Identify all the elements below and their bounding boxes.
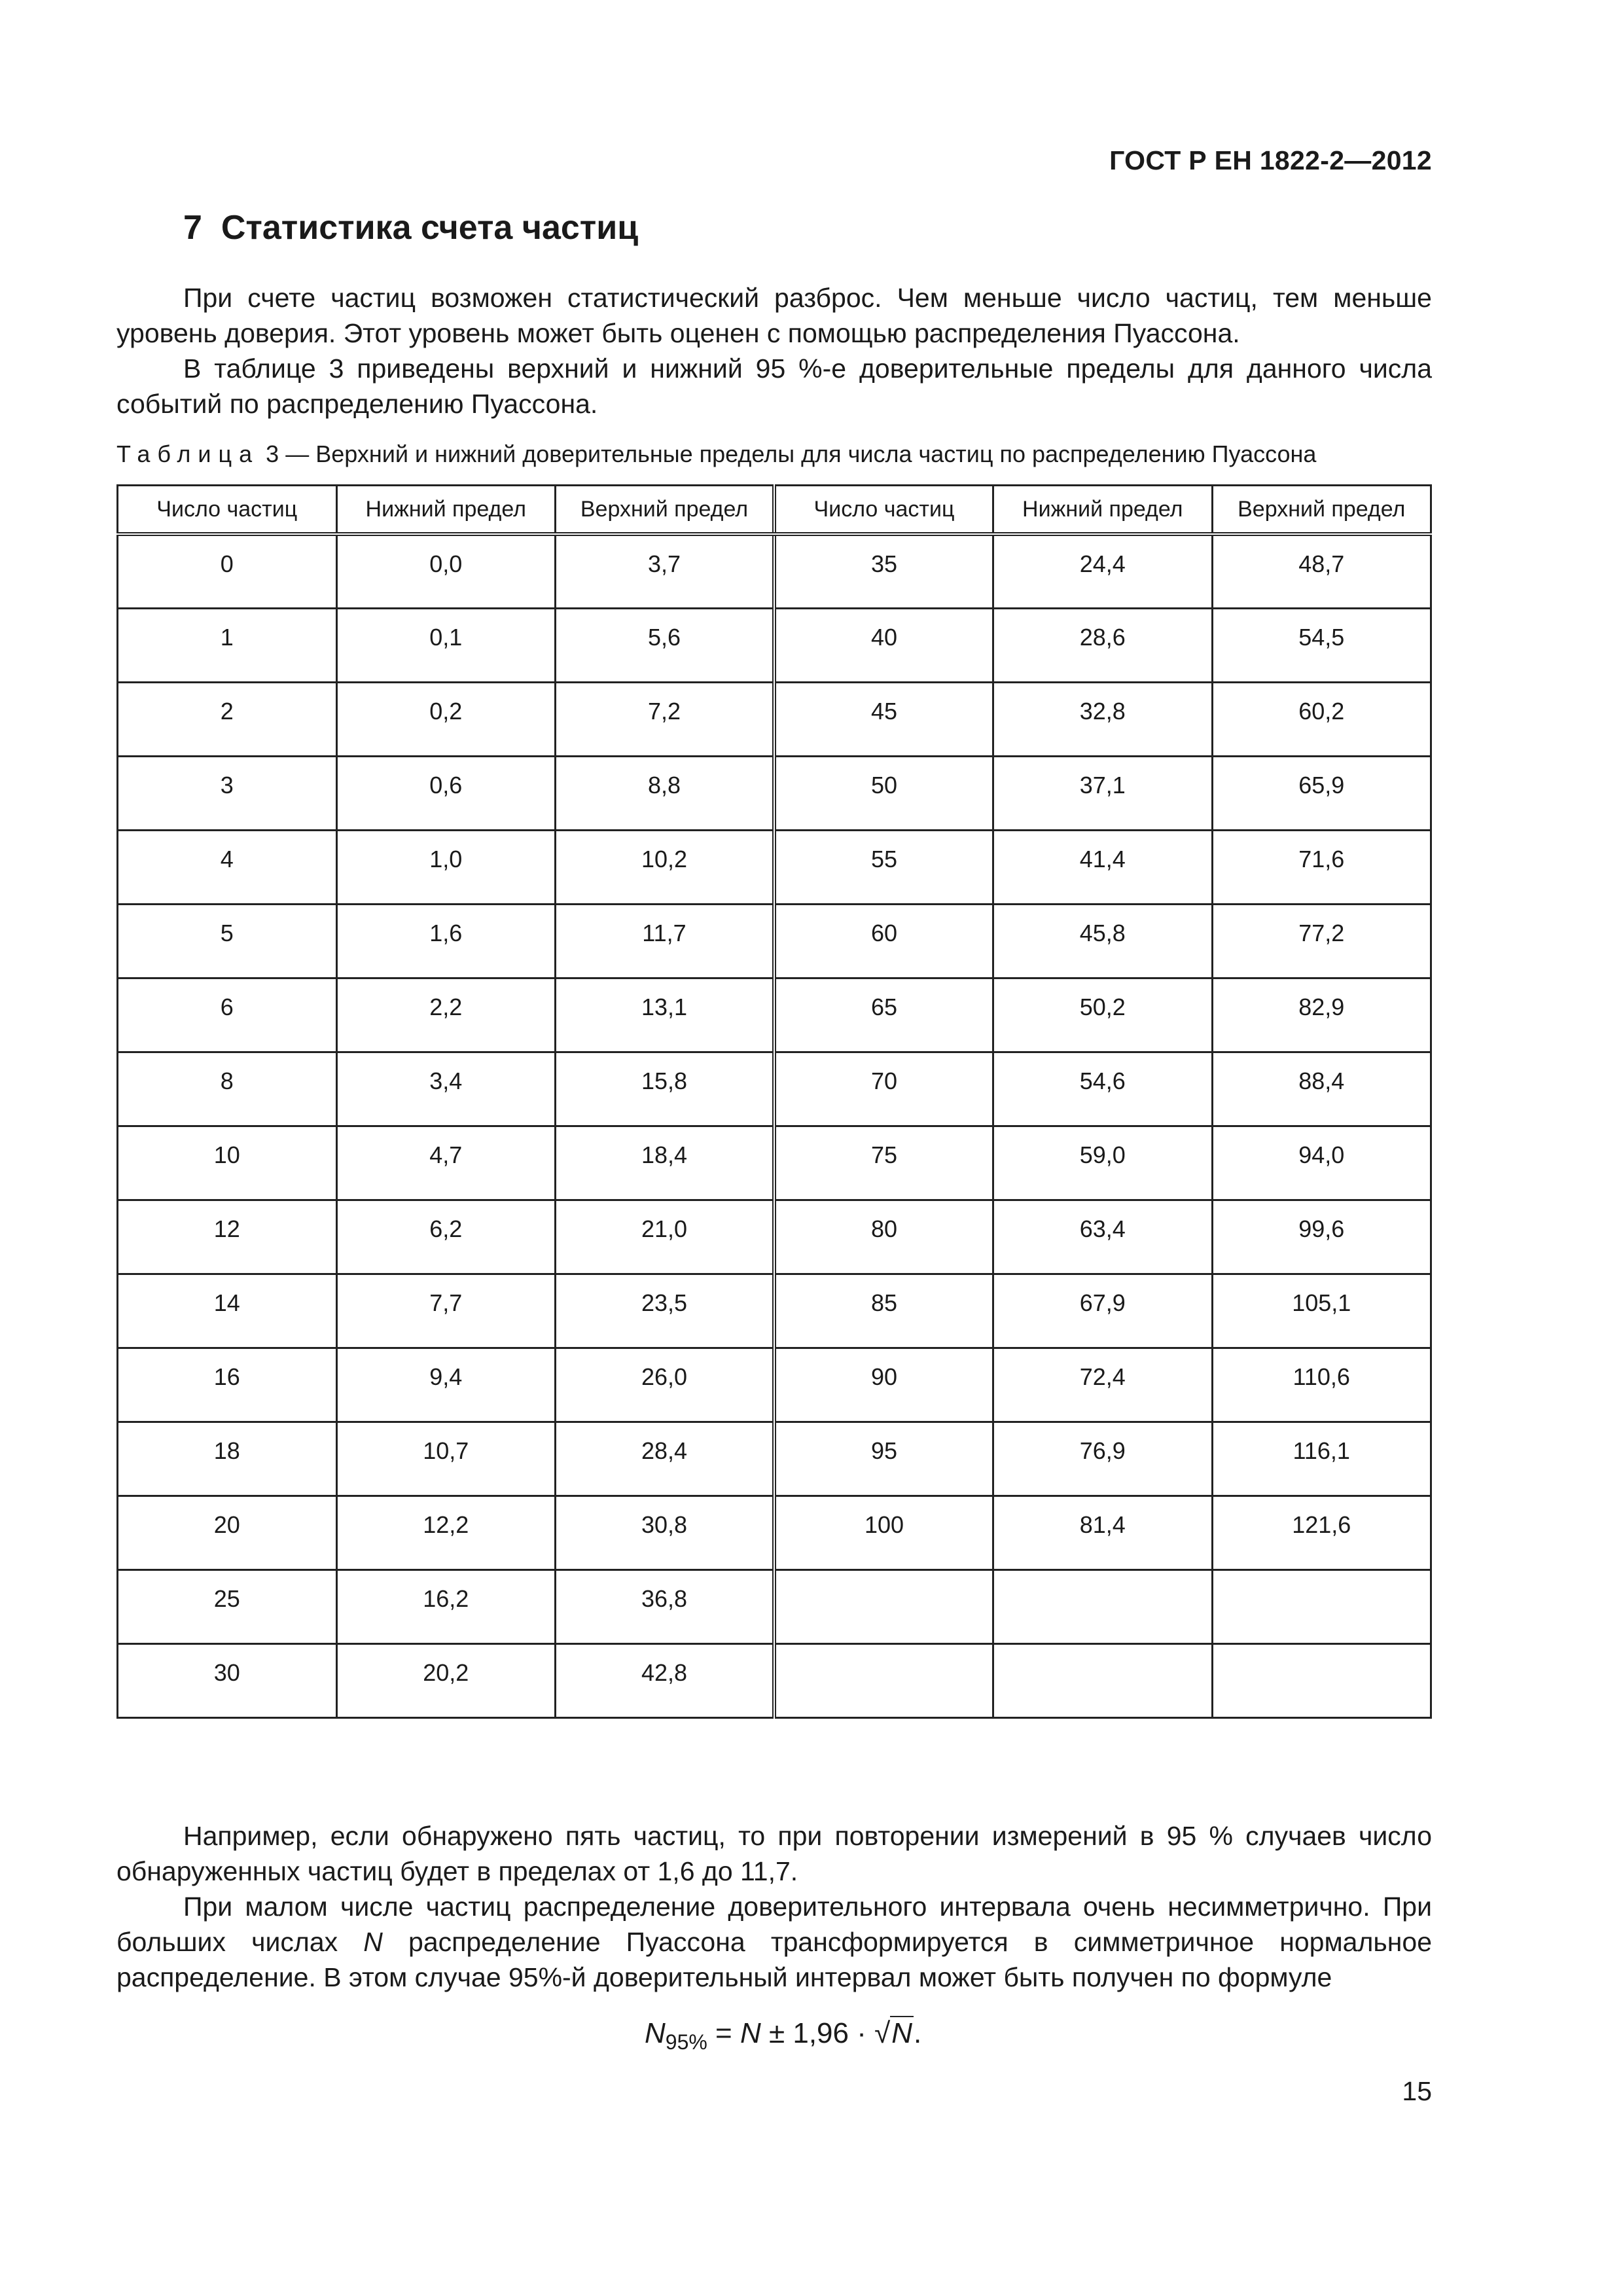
table-cell: 16,2 [336,1570,556,1643]
table-cell: 40 [774,608,993,682]
table-cell: 45 [774,682,993,756]
table-cell: 45,8 [993,904,1213,978]
table-cell: 4,7 [336,1126,556,1200]
table-cell: 105,1 [1212,1274,1431,1348]
header-upper-2: Верхний предел [1212,486,1431,535]
table-cell: 48,7 [1212,534,1431,608]
table-cell: 55 [774,830,993,904]
table-caption-number: 3 [266,440,279,467]
table-cell: 16 [118,1348,337,1422]
table-cell: 3 [118,756,337,830]
table-cell [993,1570,1213,1643]
table-cell [1212,1570,1431,1643]
table-cell: 18 [118,1422,337,1496]
table-cell: 23,5 [556,1274,775,1348]
table-cell: 28,4 [556,1422,775,1496]
table-cell: 5 [118,904,337,978]
table-cell: 26,0 [556,1348,775,1422]
intro-paragraph-2 [116,351,1432,422]
table-cell: 0,6 [336,756,556,830]
table-cell [774,1643,993,1717]
table-cell: 71,6 [1212,830,1431,904]
header-count-1: Число частиц [118,486,337,535]
table-cell: 8 [118,1052,337,1126]
table-cell: 110,6 [1212,1348,1431,1422]
table-cell: 18,4 [556,1126,775,1200]
header-lower-2: Нижний предел [993,486,1213,535]
formula-end: . [914,2017,922,2049]
table-row [118,1643,1431,1717]
intro-p2-text: В таблице 3 приведены верхний и нижний 95 %-е доверительные пределы для данного числа событий по распределению Пуассона. [116,353,1432,419]
table-cell: 59,0 [993,1126,1213,1200]
table-cell: 65,9 [1212,756,1431,830]
confidence-limits-table [116,484,1432,1719]
table-cell: 0,1 [336,608,556,682]
after-p1-text: Например, если обнаружено пять частиц, то при повторении измерений в 95 % случаев число обнаруженных частиц будет в пределах от 1,6 до 11,7. [116,1821,1432,1886]
table-cell: 10,2 [556,830,775,904]
table-cell: 5,6 [556,608,775,682]
table-row [118,1422,1431,1496]
header-lower-1: Нижний предел [336,486,556,535]
table-cell: 7,2 [556,682,775,756]
table-row [118,1200,1431,1274]
table-cell: 6,2 [336,1200,556,1274]
table-cell: 24,4 [993,534,1213,608]
table-cell: 0 [118,534,337,608]
formula-op: ± 1,96 · √ [760,2017,891,2049]
table-caption-text: — Верхний и нижний доверительные пределы для числа частиц по распределению Пуассона [285,440,1317,467]
table-row [118,1052,1431,1126]
table-cell: 50 [774,756,993,830]
table-cell: 13,1 [556,978,775,1052]
table-cell: 50,2 [993,978,1213,1052]
table-cell: 0,0 [336,534,556,608]
table-cell: 81,4 [993,1496,1213,1570]
table-cell [993,1643,1213,1717]
table-cell: 7,7 [336,1274,556,1348]
table-cell: 11,7 [556,904,775,978]
table-cell: 88,4 [1212,1052,1431,1126]
table-cell: 95 [774,1422,993,1496]
table-cell: 21,0 [556,1200,775,1274]
table-cell: 75 [774,1126,993,1200]
table-row [118,608,1431,682]
after-paragraph-1 [116,1818,1432,1889]
table-cell: 25 [118,1570,337,1643]
table-row [118,1126,1431,1200]
table-cell: 14 [118,1274,337,1348]
table-cell: 30,8 [556,1496,775,1570]
table-header-row [118,486,1431,535]
table-cell: 6 [118,978,337,1052]
table-cell: 20 [118,1496,337,1570]
table-cell: 116,1 [1212,1422,1431,1496]
table-cell: 67,9 [993,1274,1213,1348]
formula-lhs-sub: 95% [665,2030,707,2054]
table-row [118,756,1431,830]
intro-p1-text: При счете частиц возможен статистический разброс. Чем меньше число частиц, тем меньше уровень доверия. Этот уровень может быть оценен с помощью распределения Пуассона. [116,283,1432,348]
table-cell: 8,8 [556,756,775,830]
table-cell: 36,8 [556,1570,775,1643]
table-row [118,1348,1431,1422]
table-row [118,1274,1431,1348]
table-cell: 15,8 [556,1052,775,1126]
table-cell: 42,8 [556,1643,775,1717]
table-cell: 1 [118,608,337,682]
table-cell: 3,7 [556,534,775,608]
formula-lhs: N [645,2017,666,2049]
table-cell: 4 [118,830,337,904]
table-caption-label: Таблица [116,440,260,467]
table-cell: 12 [118,1200,337,1274]
page-number: 15 [1402,2076,1432,2106]
table-caption [116,440,1316,468]
formula-n: N [740,2017,761,2049]
table-cell: 35 [774,534,993,608]
formula-eq: = [707,2017,740,2049]
table-cell: 10 [118,1126,337,1200]
table-cell: 1,0 [336,830,556,904]
table-cell: 77,2 [1212,904,1431,978]
table-cell: 60,2 [1212,682,1431,756]
table-cell: 60 [774,904,993,978]
section-title-text: Статистика счета частиц [221,209,639,247]
formula [645,2017,921,2054]
table-cell: 76,9 [993,1422,1213,1496]
table-cell: 2 [118,682,337,756]
table-cell: 65 [774,978,993,1052]
table-cell [1212,1643,1431,1717]
table-cell: 2,2 [336,978,556,1052]
table-cell: 0,2 [336,682,556,756]
table-row [118,830,1431,904]
table-row [118,534,1431,608]
table-cell: 100 [774,1496,993,1570]
section-title [183,208,638,247]
table-cell: 70 [774,1052,993,1126]
table-row [118,978,1431,1052]
table-cell: 41,4 [993,830,1213,904]
document-code: ГОСТ Р ЕН 1822-2—2012 [1109,145,1432,175]
table-row [118,1570,1431,1643]
table-cell: 72,4 [993,1348,1213,1422]
intro-paragraph-1 [116,280,1432,351]
table-cell [774,1570,993,1643]
table-cell: 12,2 [336,1496,556,1570]
header-count-2: Число частиц [774,486,993,535]
table-cell: 9,4 [336,1348,556,1422]
table-cell: 85 [774,1274,993,1348]
table-cell: 10,7 [336,1422,556,1496]
after-paragraph-2 [116,1889,1432,1995]
table-row [118,1496,1431,1570]
table-row [118,904,1431,978]
table-cell: 3,4 [336,1052,556,1126]
table-cell: 30 [118,1643,337,1717]
table-cell: 80 [774,1200,993,1274]
after-p2-text-a: При малом числе частиц распределение доверительного интервала очень несимметрично. При больших числах [116,1892,1432,1957]
table-cell: 20,2 [336,1643,556,1717]
table-row [118,682,1431,756]
table-cell: 90 [774,1348,993,1422]
table-cell: 99,6 [1212,1200,1431,1274]
after-p2-text-b: распределение Пуассона трансформируется в симметричное нормальное распределение. В этом случае 95%-й доверительный интервал может быть получен по формуле [116,1927,1432,1992]
table-cell: 37,1 [993,756,1213,830]
table-cell: 121,6 [1212,1496,1431,1570]
header-upper-1: Верхний предел [556,486,775,535]
table-body [118,534,1431,1717]
table-cell: 82,9 [1212,978,1431,1052]
table-cell: 1,6 [336,904,556,978]
table-cell: 94,0 [1212,1126,1431,1200]
table-cell: 32,8 [993,682,1213,756]
table-cell: 54,6 [993,1052,1213,1126]
formula-root-arg: N [891,2017,913,2049]
table-cell: 28,6 [993,608,1213,682]
after-p2-variable-n: N [363,1927,383,1957]
section-number: 7 [183,209,202,247]
table-cell: 54,5 [1212,608,1431,682]
table-cell: 63,4 [993,1200,1213,1274]
